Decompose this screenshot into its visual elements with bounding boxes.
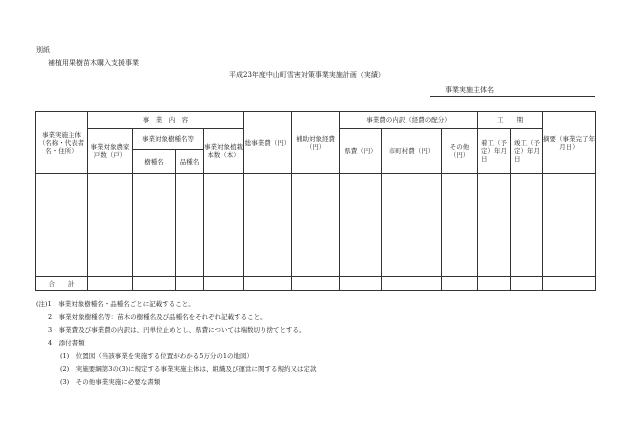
header-prefecture: 県費（円） (340, 129, 382, 174)
cell-variety[interactable] (176, 174, 204, 277)
total-prefecture[interactable] (340, 277, 382, 291)
cell-implementer[interactable] (36, 174, 88, 277)
header-other: その他（円） (442, 129, 478, 174)
cell-finish[interactable] (511, 174, 543, 277)
cell-farmers[interactable] (88, 174, 133, 277)
cell-other[interactable] (442, 174, 478, 277)
program-title: 補植用果樹苗木購入支援事業 (48, 59, 139, 67)
cell-prefecture[interactable] (340, 174, 382, 277)
total-subsidy[interactable] (292, 277, 340, 291)
cell-municipal[interactable] (382, 174, 442, 277)
header-variety: 品種名 (176, 150, 204, 174)
attachment-2: (2) 実施要綱第3の(3)に規定する事業実施主体は、組織及び運営に関する規約又は定款 (60, 365, 317, 373)
header-period-group: 工 期 (478, 112, 543, 129)
header-start: 着工（予定）年月日 (478, 129, 511, 174)
cell-total-cost[interactable] (244, 174, 292, 277)
header-project-group: 事 業 内 容 (88, 112, 244, 129)
header-subsidy: 補助対象経費（円） (292, 112, 340, 174)
header-finish: 竣工（予定）年月日 (511, 129, 543, 174)
document-title: 平成23年度中山町雪害対策事業実施計画（実績） (229, 71, 385, 79)
implementer-name-underline (430, 96, 595, 97)
header-remarks: 摘要（事業完了年月日） (543, 112, 596, 174)
note-3: 3 事業費及び事業費の内訳は、円単位止めとし、県費については端数切り捨てとする。 (48, 326, 306, 334)
header-count: 事業対象植栽本数（本） (204, 129, 244, 174)
total-row (36, 277, 596, 291)
form-label: 別紙 (36, 46, 50, 54)
cell-species[interactable] (133, 174, 176, 277)
attachment-3: (3) その他事業実施に必要な書類 (60, 378, 161, 386)
cell-start[interactable] (478, 174, 511, 277)
note-2: 2 事業対象樹種名等：苗木の樹種名及び品種名をそれぞれ記載すること。 (48, 313, 267, 321)
cell-subsidy[interactable] (292, 174, 340, 277)
header-implementer: 事業実施主体（名称・代表者名・住所） (36, 112, 88, 174)
total-other[interactable] (442, 277, 478, 291)
total-species[interactable] (133, 277, 176, 291)
header-cost-breakdown-group: 事業費の内訳（経費の配分） (340, 112, 478, 129)
header-species: 樹種名 (133, 150, 176, 174)
total-remarks[interactable] (543, 277, 596, 291)
total-variety[interactable] (176, 277, 204, 291)
total-start[interactable] (478, 277, 511, 291)
note-4: 4 添付書類 (48, 339, 85, 347)
header-species-group: 事業対象樹種名等 (133, 129, 204, 150)
table-body-row (36, 174, 596, 277)
total-municipal[interactable] (382, 277, 442, 291)
total-farmers[interactable] (88, 277, 133, 291)
total-finish[interactable] (511, 277, 543, 291)
header-total-cost: 総事業費（円） (244, 112, 292, 174)
total-label: 合 計 (36, 277, 88, 291)
implementer-label: 事業実施主体名 (445, 86, 494, 94)
plan-table (35, 111, 596, 291)
total-total-cost[interactable] (244, 277, 292, 291)
header-municipal: 市町村費（円） (382, 129, 442, 174)
attachment-1: (1) 位置図（当該事業を実施する位置がわかる5万分の1の地図） (60, 352, 253, 360)
total-count[interactable] (204, 277, 244, 291)
cell-count[interactable] (204, 174, 244, 277)
header-farmers: 事業対象農家戸数（戸） (88, 129, 133, 174)
note-1: (注)1 事業対象樹種名・品種名ごとに記載すること。 (36, 300, 195, 308)
cell-remarks[interactable] (543, 174, 596, 277)
